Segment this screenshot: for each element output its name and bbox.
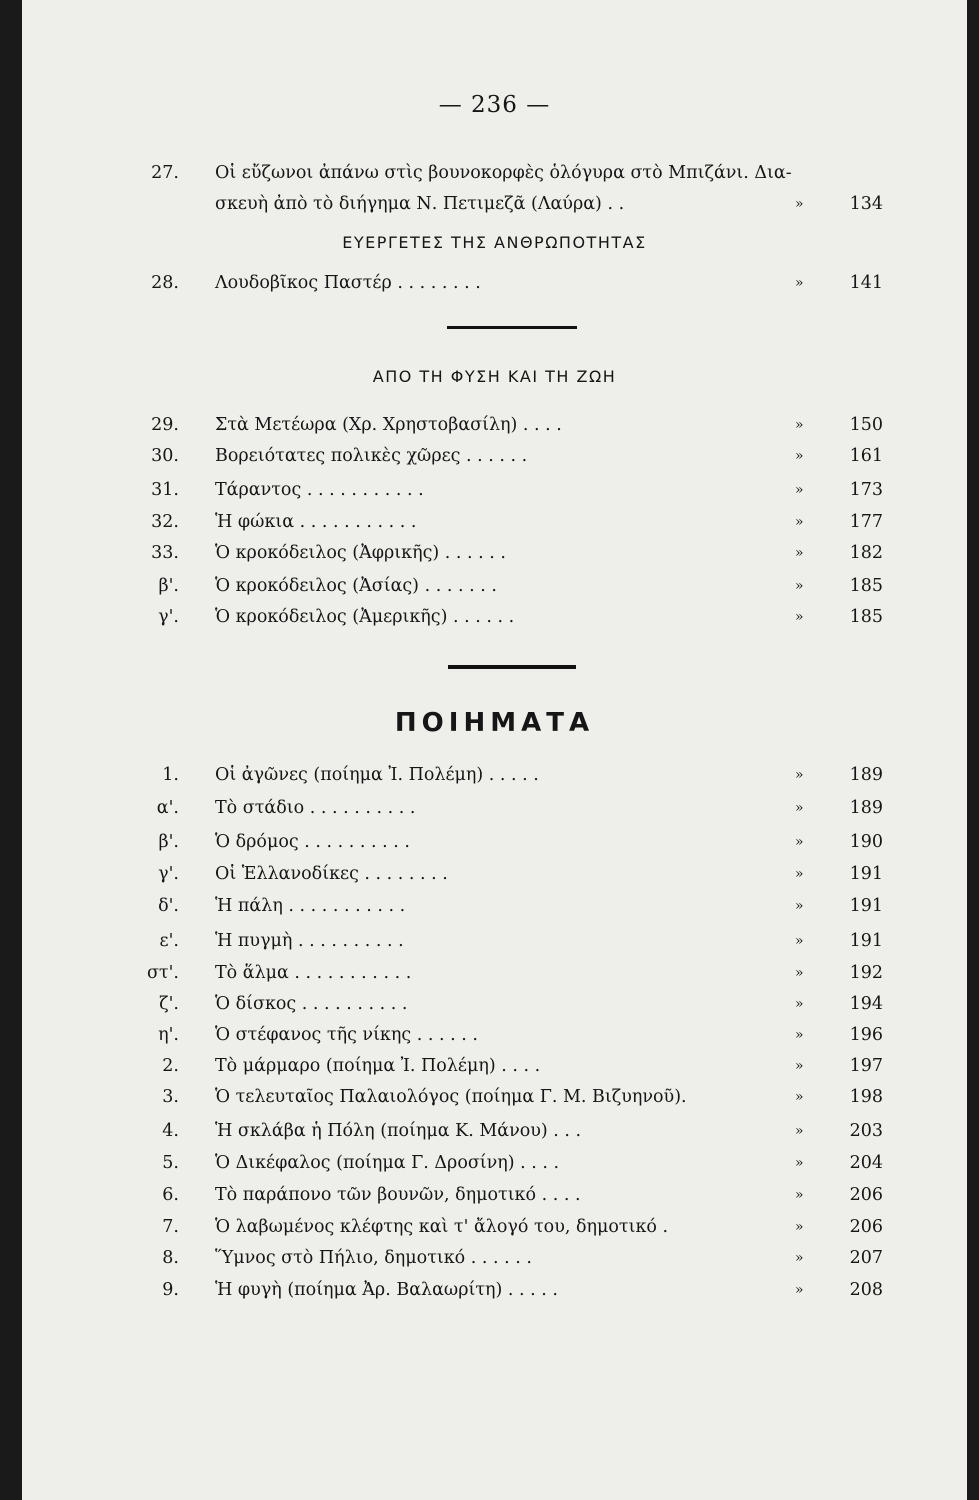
toc-entry	[22, 1180, 967, 1210]
section-heading-poems: ΠΟΙΗΜΑΤΑ	[394, 708, 595, 738]
entry-page: 196	[849, 1025, 883, 1045]
ditto-mark: »	[795, 1123, 804, 1139]
entry-title: Ὁ κροκόδειλος (Ἀφρικῆς) . . . . . .	[215, 543, 506, 563]
ditto-mark: »	[795, 417, 804, 433]
entry-title: Τάραντος . . . . . . . . . . .	[215, 480, 424, 500]
entry-page: 185	[849, 607, 883, 627]
ditto-mark: »	[795, 767, 804, 783]
ditto-mark: »	[795, 1155, 804, 1171]
entry-page: 192	[849, 963, 883, 983]
ditto-mark: »	[795, 1282, 804, 1298]
entry-page: 197	[849, 1056, 883, 1076]
ditto-mark: »	[795, 1058, 804, 1074]
entry-number: 31.	[151, 480, 179, 500]
ditto-mark: »	[795, 1089, 804, 1105]
toc-entry	[22, 571, 967, 601]
toc-entry	[22, 1082, 967, 1112]
toc-entry	[22, 1243, 967, 1273]
entry-number: 30.	[151, 446, 179, 466]
ditto-mark: »	[795, 578, 804, 594]
ditto-mark: »	[795, 996, 804, 1012]
entry-page: 161	[849, 446, 883, 466]
ditto-mark: »	[795, 275, 804, 291]
entry-number: β'.	[158, 576, 179, 596]
entry-title: Οἱ εὔζωνοι ἀπάνω στὶς βουνοκορφὲς ὁλόγυρα στὸ Μπιζάνι. Δια-	[215, 163, 792, 183]
entry-title: Ὁ κροκόδειλος (Ἀσίας) . . . . . . .	[215, 576, 497, 596]
entry-page: 182	[849, 543, 883, 563]
ditto-mark: »	[795, 196, 804, 212]
toc-entry	[22, 538, 967, 568]
toc-entry	[22, 158, 967, 188]
toc-entry	[22, 507, 967, 537]
toc-entry	[22, 410, 967, 440]
ditto-mark: »	[795, 866, 804, 882]
entry-page: 198	[849, 1087, 883, 1107]
entry-number: 3.	[162, 1087, 179, 1107]
entry-page: 134	[849, 194, 883, 214]
entry-number: 1.	[162, 765, 179, 785]
entry-number: 2.	[162, 1056, 179, 1076]
entry-page: 191	[849, 864, 883, 884]
entry-title: Ὕμνος στὸ Πήλιο, δημοτικό . . . . . .	[215, 1248, 532, 1268]
entry-page: 204	[849, 1153, 883, 1173]
entry-title: Ὁ τελευταῖος Παλαιολόγος (ποίημα Γ. Μ. Βιζυηνοῦ).	[215, 1087, 687, 1107]
entry-number: γ'.	[158, 864, 179, 884]
entry-number: 9.	[162, 1280, 179, 1300]
entry-title: Οἱ Ἑλλανοδίκες . . . . . . . .	[215, 864, 448, 884]
entry-number: 27.	[151, 163, 179, 183]
toc-entry-continuation	[22, 189, 967, 219]
entry-title: Ὁ Δικέφαλος (ποίημα Γ. Δροσίνη) . . . .	[215, 1153, 560, 1173]
entry-number: β'.	[158, 832, 179, 852]
entry-title: Οἱ ἀγῶνες (ποίημα Ἰ. Πολέμη) . . . . .	[215, 765, 539, 785]
ditto-mark: »	[795, 834, 804, 850]
ditto-mark: »	[795, 514, 804, 530]
ditto-mark: »	[795, 1219, 804, 1235]
entry-title: Ὁ δίσκος . . . . . . . . . .	[215, 994, 408, 1014]
toc-entry	[22, 859, 967, 889]
entry-number: 4.	[162, 1121, 179, 1141]
entry-title: Τὸ παράπονο τῶν βουνῶν, δημοτικό . . . .	[215, 1185, 581, 1205]
entry-page: 177	[849, 512, 883, 532]
ditto-mark: »	[795, 898, 804, 914]
entry-page: 189	[849, 798, 883, 818]
entry-number: 29.	[151, 415, 179, 435]
toc-entry	[22, 926, 967, 956]
entry-number: ε'.	[159, 931, 179, 951]
toc-entry	[22, 1212, 967, 1242]
entry-page: 191	[849, 896, 883, 916]
toc-entry	[22, 268, 967, 298]
ditto-mark: »	[795, 482, 804, 498]
entry-title: Ὁ στέφανος τῆς νίκης . . . . . .	[215, 1025, 478, 1045]
entry-title: Λουδοβῖκος Παστέρ . . . . . . . .	[215, 273, 481, 293]
entry-page: 190	[849, 832, 883, 852]
entry-page: 141	[849, 273, 883, 293]
entry-number: δ'.	[158, 896, 179, 916]
ditto-mark: »	[795, 1250, 804, 1266]
entry-title: Τὸ μάρμαρο (ποίημα Ἰ. Πολέμη) . . . .	[215, 1056, 541, 1076]
ditto-mark: »	[795, 609, 804, 625]
entry-title: Ὁ κροκόδειλος (Ἀμερικῆς) . . . . . .	[215, 607, 515, 627]
entry-page: 206	[849, 1217, 883, 1237]
section-heading-benefactors: ΕΥΕΡΓΕΤΕΣ ΤΗΣ ΑΝΘΡΩΠΟΤΗΤΑΣ	[342, 233, 647, 252]
entry-title: Στὰ Μετέωρα (Χρ. Χρηστοβασίλη) . . . .	[215, 415, 562, 435]
entry-page: 208	[849, 1280, 883, 1300]
toc-entry	[22, 760, 967, 790]
ditto-mark: »	[795, 800, 804, 816]
ditto-mark: »	[795, 965, 804, 981]
entry-page: 173	[849, 480, 883, 500]
toc-entry	[22, 958, 967, 988]
entry-page: 203	[849, 1121, 883, 1141]
entry-title: Βορειότατες πολικὲς χῶρες . . . . . .	[215, 446, 528, 466]
page-number: — 236 —	[438, 92, 551, 118]
toc-entry	[22, 1275, 967, 1305]
entry-title: Ὁ δρόμος . . . . . . . . . .	[215, 832, 410, 852]
entry-number: 6.	[162, 1185, 179, 1205]
entry-number: 28.	[151, 273, 179, 293]
toc-entry	[22, 475, 967, 505]
entry-number: α'.	[156, 798, 179, 818]
toc-entry	[22, 891, 967, 921]
entry-page: 189	[849, 765, 883, 785]
entry-page: 191	[849, 931, 883, 951]
entry-page: 150	[849, 415, 883, 435]
entry-page: 185	[849, 576, 883, 596]
entry-number: 33.	[151, 543, 179, 563]
toc-entry	[22, 989, 967, 1019]
toc-entry	[22, 441, 967, 471]
entry-number: 5.	[162, 1153, 179, 1173]
entry-number: γ'.	[158, 607, 179, 627]
section-heading-nature: ΑΠΟ ΤΗ ΦΥΣΗ ΚΑΙ ΤΗ ΖΩΗ	[372, 367, 617, 386]
toc-entry	[22, 1020, 967, 1050]
toc-entry	[22, 827, 967, 857]
entry-title: Ὁ λαβωμένος κλέφτης καὶ τ' ἄλογό του, δημοτικό .	[215, 1217, 669, 1237]
toc-entry	[22, 793, 967, 823]
section-divider	[448, 665, 576, 669]
entry-number: ζ'.	[159, 994, 179, 1014]
entry-title: Ἡ πυγμὴ . . . . . . . . . .	[215, 931, 404, 951]
ditto-mark: »	[795, 545, 804, 561]
toc-entry	[22, 1148, 967, 1178]
entry-title: Ἡ φώκια . . . . . . . . . . .	[215, 512, 417, 532]
document-page	[22, 0, 967, 1500]
entry-number: 32.	[151, 512, 179, 532]
entry-number: στ'.	[146, 963, 179, 983]
entry-title: Ἡ πάλη . . . . . . . . . . .	[215, 896, 406, 916]
entry-title: Ἡ σκλάβα ἡ Πόλη (ποίημα Κ. Μάνου) . . .	[215, 1121, 582, 1141]
entry-number: 8.	[162, 1248, 179, 1268]
entry-page: 194	[849, 994, 883, 1014]
entry-number: η'.	[158, 1025, 179, 1045]
ditto-mark: »	[795, 933, 804, 949]
entry-title: Τὸ ἅλμα . . . . . . . . . . .	[215, 963, 412, 983]
ditto-mark: »	[795, 1027, 804, 1043]
toc-entry	[22, 602, 967, 632]
entry-page: 206	[849, 1185, 883, 1205]
entry-page: 207	[849, 1248, 883, 1268]
toc-entry	[22, 1051, 967, 1081]
toc-entry	[22, 1116, 967, 1146]
entry-title-continuation: σκευὴ ἀπὸ τὸ διήγημα Ν. Πετιμεζᾶ (Λαύρα) . .	[215, 194, 625, 214]
ditto-mark: »	[795, 448, 804, 464]
section-divider	[447, 326, 577, 329]
entry-number: 7.	[162, 1217, 179, 1237]
entry-title: Ἡ φυγὴ (ποίημα Ἀρ. Βαλαωρίτη) . . . . .	[215, 1280, 558, 1300]
ditto-mark: »	[795, 1187, 804, 1203]
entry-title: Τὸ στάδιο . . . . . . . . . .	[215, 798, 416, 818]
